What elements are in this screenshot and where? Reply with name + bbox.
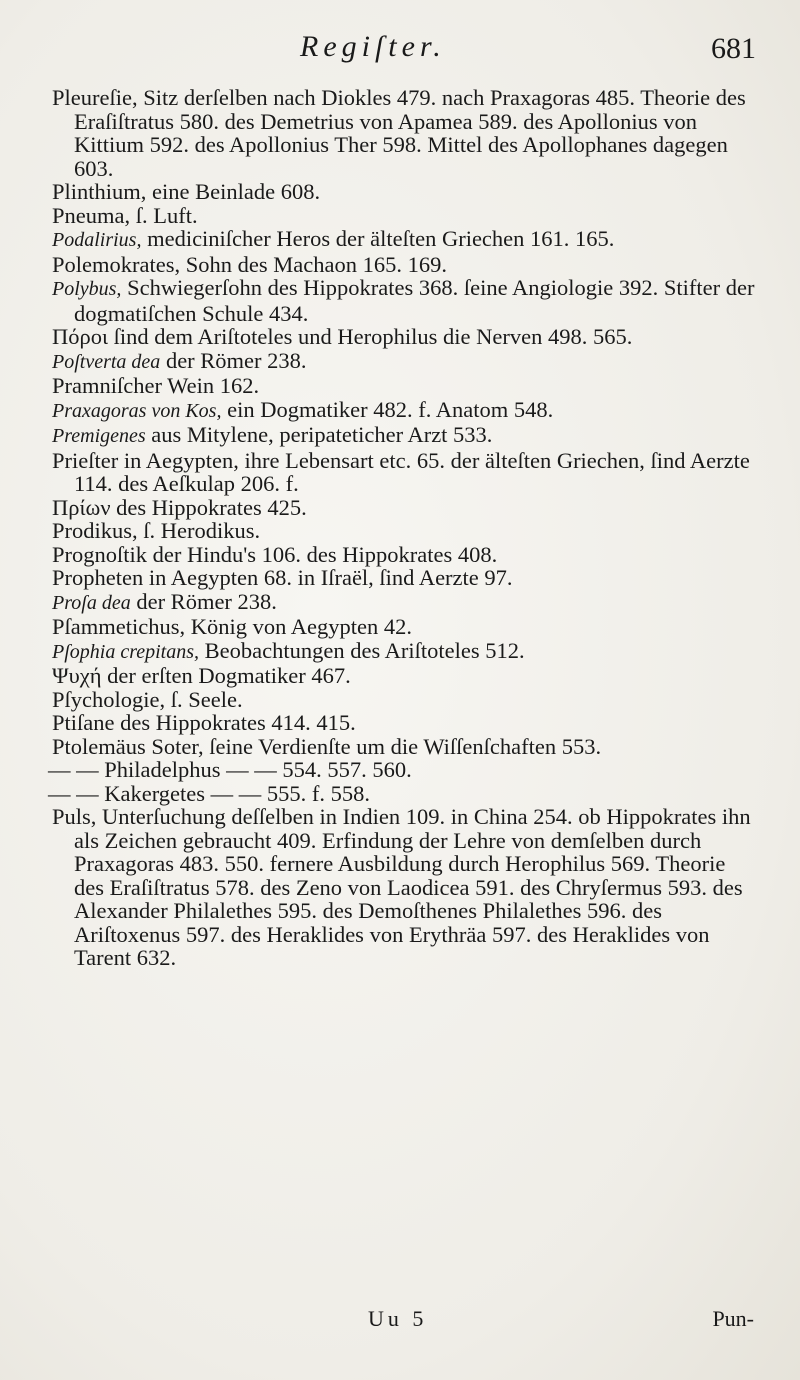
register-entry bbox=[48, 639, 758, 665]
entry-text: Schwiegerſohn des Hippokrates 368. ſeine Angiologie 392. Stifter der dogmatiſchen Schule 434. bbox=[74, 275, 755, 326]
register-entry bbox=[48, 590, 758, 616]
entry-text: König von Aegypten 42. bbox=[185, 614, 412, 639]
entry-headword: Polemokrates, bbox=[52, 251, 181, 277]
entry-headword: Pneuma, bbox=[52, 202, 131, 228]
entry-text: mediciniſcher Heros der älteſten Griechen 161. 165. bbox=[141, 226, 615, 251]
entry-headword: Ptolemäus Soter, bbox=[52, 733, 204, 759]
entry-headword: Premigenes bbox=[52, 425, 146, 447]
register-entry bbox=[48, 688, 758, 712]
entry-headword: Ptiſane bbox=[52, 710, 115, 735]
entry-headword: Pleureſie, bbox=[52, 85, 138, 110]
entry-text: in Aegypten, ihre Lebensart etc. 65. der älteſten Griechen, ſind Aerzte 114. des Aeſkulap 206. f. bbox=[74, 447, 750, 496]
register-entry bbox=[48, 805, 758, 970]
entry-text: ſ. Herodikus. bbox=[137, 518, 261, 543]
entry-headword: Puls, bbox=[52, 804, 97, 829]
running-head: Regiſter. bbox=[300, 30, 446, 63]
entry-headword: Pſammetichus, bbox=[52, 614, 186, 639]
register-entry bbox=[48, 758, 758, 782]
entry-text: 162. bbox=[214, 373, 260, 398]
entry-headword: Proſa dea bbox=[52, 591, 131, 614]
register-entry bbox=[48, 496, 758, 520]
entry-text: des Hippokrates 425. bbox=[110, 494, 307, 520]
register-entry bbox=[48, 423, 758, 449]
entry-headword: Prognoſtik bbox=[52, 541, 148, 567]
page-number: 681 bbox=[711, 32, 756, 65]
register-entry bbox=[48, 204, 758, 228]
entry-text: ſ. Luft. bbox=[130, 202, 198, 228]
entry-headword: Πρίων bbox=[52, 494, 111, 520]
entry-headword: Pſophia crepitans, bbox=[52, 640, 200, 663]
entry-text: aus Mitylene, peripateticher Arzt 533. bbox=[145, 422, 493, 447]
entry-headword: — — Kakergetes bbox=[48, 780, 206, 806]
entry-headword: Pramniſcher Wein bbox=[52, 373, 215, 398]
entry-text: Sohn des Machaon 165. 169. bbox=[180, 251, 447, 277]
entry-text: Beobachtungen des Ariſtoteles 512. bbox=[199, 637, 525, 663]
entry-text: ſind dem Ariſtoteles und Herophilus die Nerven 498. 565. bbox=[108, 324, 633, 349]
entry-text: Sitz derſelben nach Diokles 479. nach Praxagoras 485. Theorie des Eraſiſtratus 580. des Demetrius von Apamea 589. des Apollonius von Kittium 592. des Apollonius Ther 598. Mittel des Apollophanes dagegen 603. bbox=[74, 85, 746, 181]
catchword: Pun- bbox=[712, 1306, 754, 1331]
entry-headword: Pſychologie, bbox=[52, 686, 166, 712]
entry-headword: Polybus, bbox=[52, 278, 122, 300]
entry-headword: Propheten bbox=[52, 565, 144, 590]
entry-headword: Prodikus, bbox=[52, 518, 138, 543]
register-entry bbox=[48, 664, 758, 688]
register-entry bbox=[48, 253, 758, 277]
register-entry bbox=[48, 782, 758, 806]
entry-text: ein Dogmatiker 482. f. Anatom 548. bbox=[221, 396, 554, 422]
entry-text: der erſten Dogmatiker 467. bbox=[101, 663, 351, 688]
register-entry bbox=[48, 276, 758, 325]
register-entry bbox=[48, 519, 758, 543]
register-entries bbox=[48, 86, 758, 970]
entry-headword: Podalirius, bbox=[52, 229, 142, 251]
entry-headword: Praxagoras von Kos, bbox=[52, 399, 222, 422]
entry-headword: Plinthium, bbox=[52, 179, 147, 204]
entry-text: eine Beinlade 608. bbox=[146, 179, 321, 204]
entry-headword: Prieſter bbox=[52, 447, 119, 473]
register-entry bbox=[48, 449, 758, 496]
entry-text: der Römer 238. bbox=[160, 347, 307, 373]
page-footer bbox=[0, 1306, 800, 1342]
entry-text: der Hindu's 106. des Hippokrates 408. bbox=[147, 541, 498, 567]
entry-headword: Poſtverta dea bbox=[52, 350, 161, 373]
register-entry bbox=[48, 543, 758, 567]
register-entry bbox=[48, 227, 758, 253]
entry-text: der Römer 238. bbox=[130, 588, 277, 614]
register-entry bbox=[48, 349, 758, 375]
entry-text: — — 555. f. 558. bbox=[205, 780, 371, 806]
register-entry bbox=[48, 398, 758, 424]
register-entry bbox=[48, 711, 758, 735]
entry-text: — — 554. 557. 560. bbox=[220, 757, 412, 782]
register-entry bbox=[48, 180, 758, 204]
register-entry bbox=[48, 325, 758, 349]
page-header bbox=[0, 30, 800, 74]
signature-mark: Uu 5 bbox=[368, 1306, 428, 1331]
entry-text: ſ. Seele. bbox=[165, 686, 243, 712]
entry-headword: Ψυχή bbox=[52, 663, 102, 688]
register-entry bbox=[48, 615, 758, 639]
entry-text: in Aegypten 68. in Iſraël, ſind Aerzte 97. bbox=[143, 565, 513, 590]
entry-text: Unterſuchung deſſelben in Indien 109. in China 254. ob Hippokrates ihn als Zeichen gebraucht 409. Erfindung der Lehre von demſelben durch Praxagoras 483. 550. fernere Ausbildung durch Herophilus 569. Theorie des Eraſiſtratus 578. des Zeno von Laodicea 591. des Chryſermus 593. des Alexander Philalethes 595. des Demoſthenes Philalethes 596. des Ariſtoxenus 597. des Heraklides von Erythräa 597. des Heraklides von Tarent 632. bbox=[74, 804, 751, 970]
entry-headword: — — Philadelphus bbox=[48, 757, 221, 782]
entry-headword: Πόροι bbox=[52, 324, 109, 349]
register-entry bbox=[48, 566, 758, 590]
register-entry bbox=[48, 735, 758, 759]
register-entry bbox=[48, 86, 758, 180]
entry-text: ſeine Verdienſte um die Wiſſenſchaften 553. bbox=[203, 733, 602, 759]
register-entry bbox=[48, 374, 758, 398]
entry-text: des Hippokrates 414. 415. bbox=[114, 710, 356, 735]
